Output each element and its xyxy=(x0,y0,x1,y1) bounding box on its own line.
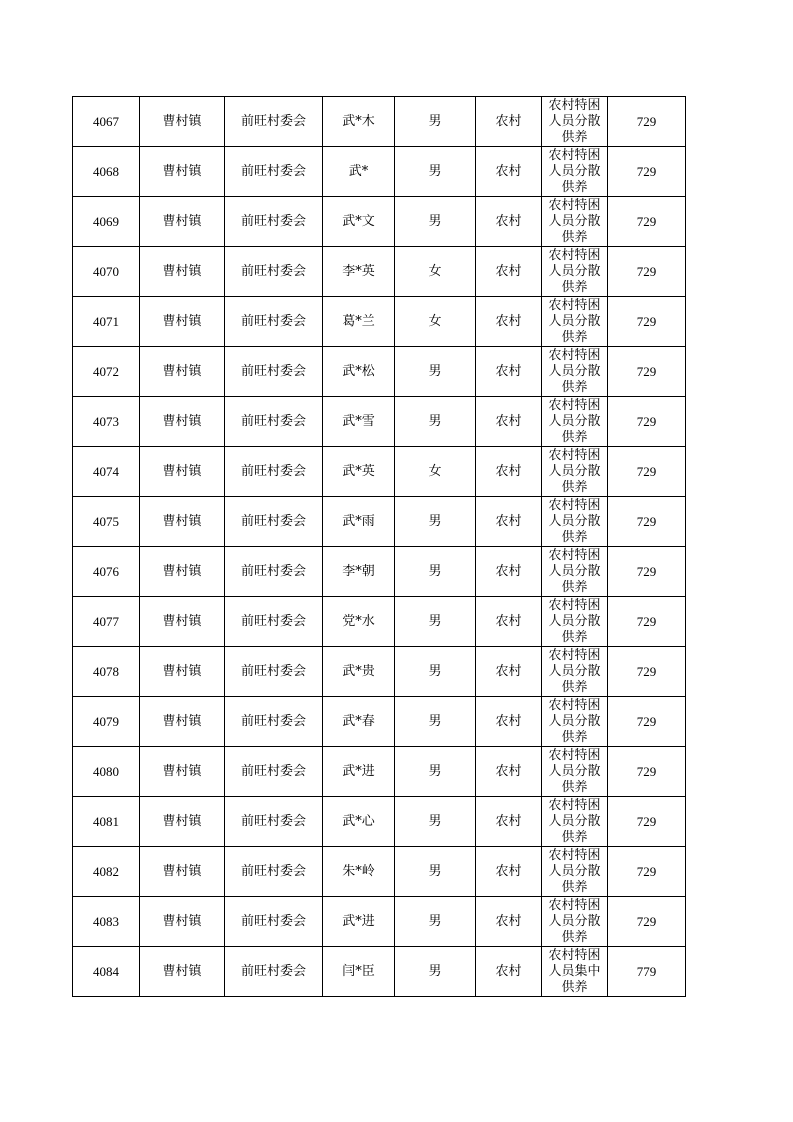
relief-category-text: 农村特困人员分散供养 xyxy=(548,448,601,495)
relief-category-text: 农村特困人员分散供养 xyxy=(548,898,601,945)
cell-relief-category xyxy=(542,897,608,947)
table-row xyxy=(73,797,686,847)
cell-amount: 779 xyxy=(608,947,686,997)
cell-amount: 729 xyxy=(608,647,686,697)
cell-serial-number: 4076 xyxy=(73,547,140,597)
table-row xyxy=(73,597,686,647)
cell-relief-category xyxy=(542,497,608,547)
cell-amount: 729 xyxy=(608,597,686,647)
cell-village-committee: 前旺村委会 xyxy=(225,497,323,547)
cell-area-type: 农村 xyxy=(476,747,542,797)
cell-serial-number: 4079 xyxy=(73,697,140,747)
cell-relief-category xyxy=(542,397,608,447)
cell-town: 曹村镇 xyxy=(140,847,225,897)
cell-village-committee: 前旺村委会 xyxy=(225,447,323,497)
cell-area-type: 农村 xyxy=(476,597,542,647)
cell-amount: 729 xyxy=(608,897,686,947)
table-row xyxy=(73,97,686,147)
cell-relief-category xyxy=(542,547,608,597)
cell-person-name: 朱*岭 xyxy=(323,847,395,897)
cell-town: 曹村镇 xyxy=(140,447,225,497)
cell-amount: 729 xyxy=(608,697,686,747)
cell-town: 曹村镇 xyxy=(140,597,225,647)
table-row xyxy=(73,897,686,947)
table-row xyxy=(73,247,686,297)
cell-serial-number: 4069 xyxy=(73,197,140,247)
cell-person-name: 武*雨 xyxy=(323,497,395,547)
cell-area-type: 农村 xyxy=(476,397,542,447)
cell-area-type: 农村 xyxy=(476,197,542,247)
cell-area-type: 农村 xyxy=(476,697,542,747)
cell-gender: 女 xyxy=(395,447,476,497)
cell-amount: 729 xyxy=(608,147,686,197)
cell-serial-number: 4077 xyxy=(73,597,140,647)
cell-person-name: 李*英 xyxy=(323,247,395,297)
cell-person-name: 李*朝 xyxy=(323,547,395,597)
cell-serial-number: 4072 xyxy=(73,347,140,397)
relief-category-text: 农村特困人员分散供养 xyxy=(548,498,601,545)
cell-gender: 男 xyxy=(395,697,476,747)
relief-category-text: 农村特困人员分散供养 xyxy=(548,648,601,695)
cell-serial-number: 4084 xyxy=(73,947,140,997)
cell-area-type: 农村 xyxy=(476,447,542,497)
cell-gender: 男 xyxy=(395,597,476,647)
cell-relief-category xyxy=(542,97,608,147)
cell-area-type: 农村 xyxy=(476,947,542,997)
cell-gender: 男 xyxy=(395,897,476,947)
table-row xyxy=(73,447,686,497)
cell-amount: 729 xyxy=(608,497,686,547)
relief-roster-table xyxy=(72,96,686,997)
table-row xyxy=(73,947,686,997)
cell-town: 曹村镇 xyxy=(140,747,225,797)
cell-town: 曹村镇 xyxy=(140,547,225,597)
cell-gender: 男 xyxy=(395,947,476,997)
cell-gender: 男 xyxy=(395,397,476,447)
cell-area-type: 农村 xyxy=(476,347,542,397)
cell-town: 曹村镇 xyxy=(140,147,225,197)
cell-town: 曹村镇 xyxy=(140,247,225,297)
cell-village-committee: 前旺村委会 xyxy=(225,247,323,297)
cell-town: 曹村镇 xyxy=(140,947,225,997)
table-row xyxy=(73,847,686,897)
cell-gender: 男 xyxy=(395,97,476,147)
table-row xyxy=(73,647,686,697)
cell-town: 曹村镇 xyxy=(140,97,225,147)
cell-serial-number: 4078 xyxy=(73,647,140,697)
cell-person-name: 武*进 xyxy=(323,897,395,947)
cell-gender: 男 xyxy=(395,147,476,197)
cell-village-committee: 前旺村委会 xyxy=(225,897,323,947)
cell-area-type: 农村 xyxy=(476,797,542,847)
cell-area-type: 农村 xyxy=(476,647,542,697)
cell-area-type: 农村 xyxy=(476,547,542,597)
cell-area-type: 农村 xyxy=(476,897,542,947)
relief-category-text: 农村特困人员分散供养 xyxy=(548,98,601,145)
cell-amount: 729 xyxy=(608,547,686,597)
cell-town: 曹村镇 xyxy=(140,397,225,447)
cell-gender: 男 xyxy=(395,197,476,247)
cell-gender: 女 xyxy=(395,247,476,297)
table-row xyxy=(73,697,686,747)
cell-person-name: 武*心 xyxy=(323,797,395,847)
cell-town: 曹村镇 xyxy=(140,197,225,247)
relief-category-text: 农村特困人员分散供养 xyxy=(548,698,601,745)
cell-village-committee: 前旺村委会 xyxy=(225,397,323,447)
cell-person-name: 武*进 xyxy=(323,747,395,797)
cell-village-committee: 前旺村委会 xyxy=(225,747,323,797)
cell-area-type: 农村 xyxy=(476,147,542,197)
cell-town: 曹村镇 xyxy=(140,797,225,847)
cell-relief-category xyxy=(542,247,608,297)
cell-gender: 男 xyxy=(395,747,476,797)
relief-category-text: 农村特困人员分散供养 xyxy=(548,798,601,845)
cell-amount: 729 xyxy=(608,247,686,297)
cell-relief-category xyxy=(542,447,608,497)
cell-amount: 729 xyxy=(608,297,686,347)
cell-gender: 男 xyxy=(395,547,476,597)
cell-amount: 729 xyxy=(608,797,686,847)
cell-relief-category xyxy=(542,347,608,397)
cell-person-name: 武*春 xyxy=(323,697,395,747)
relief-category-text: 农村特困人员分散供养 xyxy=(548,748,601,795)
cell-serial-number: 4073 xyxy=(73,397,140,447)
table-row xyxy=(73,547,686,597)
cell-amount: 729 xyxy=(608,97,686,147)
relief-category-text: 农村特困人员分散供养 xyxy=(548,298,601,345)
cell-gender: 男 xyxy=(395,647,476,697)
cell-relief-category xyxy=(542,147,608,197)
cell-relief-category xyxy=(542,597,608,647)
cell-amount: 729 xyxy=(608,347,686,397)
table-body xyxy=(73,97,686,997)
cell-serial-number: 4068 xyxy=(73,147,140,197)
cell-amount: 729 xyxy=(608,197,686,247)
cell-serial-number: 4082 xyxy=(73,847,140,897)
cell-village-committee: 前旺村委会 xyxy=(225,697,323,747)
cell-person-name: 武*贵 xyxy=(323,647,395,697)
cell-town: 曹村镇 xyxy=(140,347,225,397)
cell-person-name: 武*雪 xyxy=(323,397,395,447)
cell-relief-category xyxy=(542,797,608,847)
cell-amount: 729 xyxy=(608,847,686,897)
cell-relief-category xyxy=(542,947,608,997)
cell-person-name: 武*英 xyxy=(323,447,395,497)
relief-category-text: 农村特困人员分散供养 xyxy=(548,198,601,245)
cell-serial-number: 4081 xyxy=(73,797,140,847)
cell-relief-category xyxy=(542,647,608,697)
cell-gender: 男 xyxy=(395,797,476,847)
cell-village-committee: 前旺村委会 xyxy=(225,297,323,347)
table-row xyxy=(73,497,686,547)
cell-relief-category xyxy=(542,697,608,747)
table-row xyxy=(73,397,686,447)
cell-village-committee: 前旺村委会 xyxy=(225,197,323,247)
cell-town: 曹村镇 xyxy=(140,497,225,547)
cell-gender: 女 xyxy=(395,297,476,347)
cell-gender: 男 xyxy=(395,847,476,897)
cell-serial-number: 4071 xyxy=(73,297,140,347)
cell-person-name: 武* xyxy=(323,147,395,197)
cell-village-committee: 前旺村委会 xyxy=(225,147,323,197)
cell-area-type: 农村 xyxy=(476,847,542,897)
cell-town: 曹村镇 xyxy=(140,897,225,947)
cell-person-name: 武*木 xyxy=(323,97,395,147)
cell-serial-number: 4075 xyxy=(73,497,140,547)
cell-relief-category xyxy=(542,847,608,897)
cell-serial-number: 4070 xyxy=(73,247,140,297)
cell-relief-category xyxy=(542,197,608,247)
cell-serial-number: 4080 xyxy=(73,747,140,797)
relief-category-text: 农村特困人员分散供养 xyxy=(548,398,601,445)
table-row xyxy=(73,747,686,797)
cell-person-name: 武*文 xyxy=(323,197,395,247)
relief-category-text: 农村特困人员分散供养 xyxy=(548,248,601,295)
relief-category-text: 农村特困人员分散供养 xyxy=(548,148,601,195)
cell-village-committee: 前旺村委会 xyxy=(225,547,323,597)
cell-person-name: 葛*兰 xyxy=(323,297,395,347)
relief-category-text: 农村特困人员分散供养 xyxy=(548,848,601,895)
relief-category-text: 农村特困人员集中供养 xyxy=(548,948,601,995)
cell-gender: 男 xyxy=(395,497,476,547)
cell-area-type: 农村 xyxy=(476,497,542,547)
relief-category-text: 农村特困人员分散供养 xyxy=(548,548,601,595)
cell-serial-number: 4083 xyxy=(73,897,140,947)
cell-area-type: 农村 xyxy=(476,97,542,147)
cell-amount: 729 xyxy=(608,397,686,447)
cell-serial-number: 4074 xyxy=(73,447,140,497)
relief-category-text: 农村特困人员分散供养 xyxy=(548,598,601,645)
table-row xyxy=(73,347,686,397)
cell-area-type: 农村 xyxy=(476,247,542,297)
cell-village-committee: 前旺村委会 xyxy=(225,797,323,847)
cell-village-committee: 前旺村委会 xyxy=(225,947,323,997)
cell-town: 曹村镇 xyxy=(140,697,225,747)
cell-person-name: 党*水 xyxy=(323,597,395,647)
cell-town: 曹村镇 xyxy=(140,647,225,697)
table-row xyxy=(73,147,686,197)
cell-person-name: 武*松 xyxy=(323,347,395,397)
cell-village-committee: 前旺村委会 xyxy=(225,347,323,397)
cell-town: 曹村镇 xyxy=(140,297,225,347)
cell-relief-category xyxy=(542,747,608,797)
cell-person-name: 闫*臣 xyxy=(323,947,395,997)
cell-amount: 729 xyxy=(608,747,686,797)
cell-village-committee: 前旺村委会 xyxy=(225,97,323,147)
table-row xyxy=(73,297,686,347)
cell-amount: 729 xyxy=(608,447,686,497)
cell-village-committee: 前旺村委会 xyxy=(225,597,323,647)
cell-relief-category xyxy=(542,297,608,347)
cell-area-type: 农村 xyxy=(476,297,542,347)
table-row xyxy=(73,197,686,247)
cell-village-committee: 前旺村委会 xyxy=(225,847,323,897)
cell-serial-number: 4067 xyxy=(73,97,140,147)
cell-village-committee: 前旺村委会 xyxy=(225,647,323,697)
cell-gender: 男 xyxy=(395,347,476,397)
relief-category-text: 农村特困人员分散供养 xyxy=(548,348,601,395)
